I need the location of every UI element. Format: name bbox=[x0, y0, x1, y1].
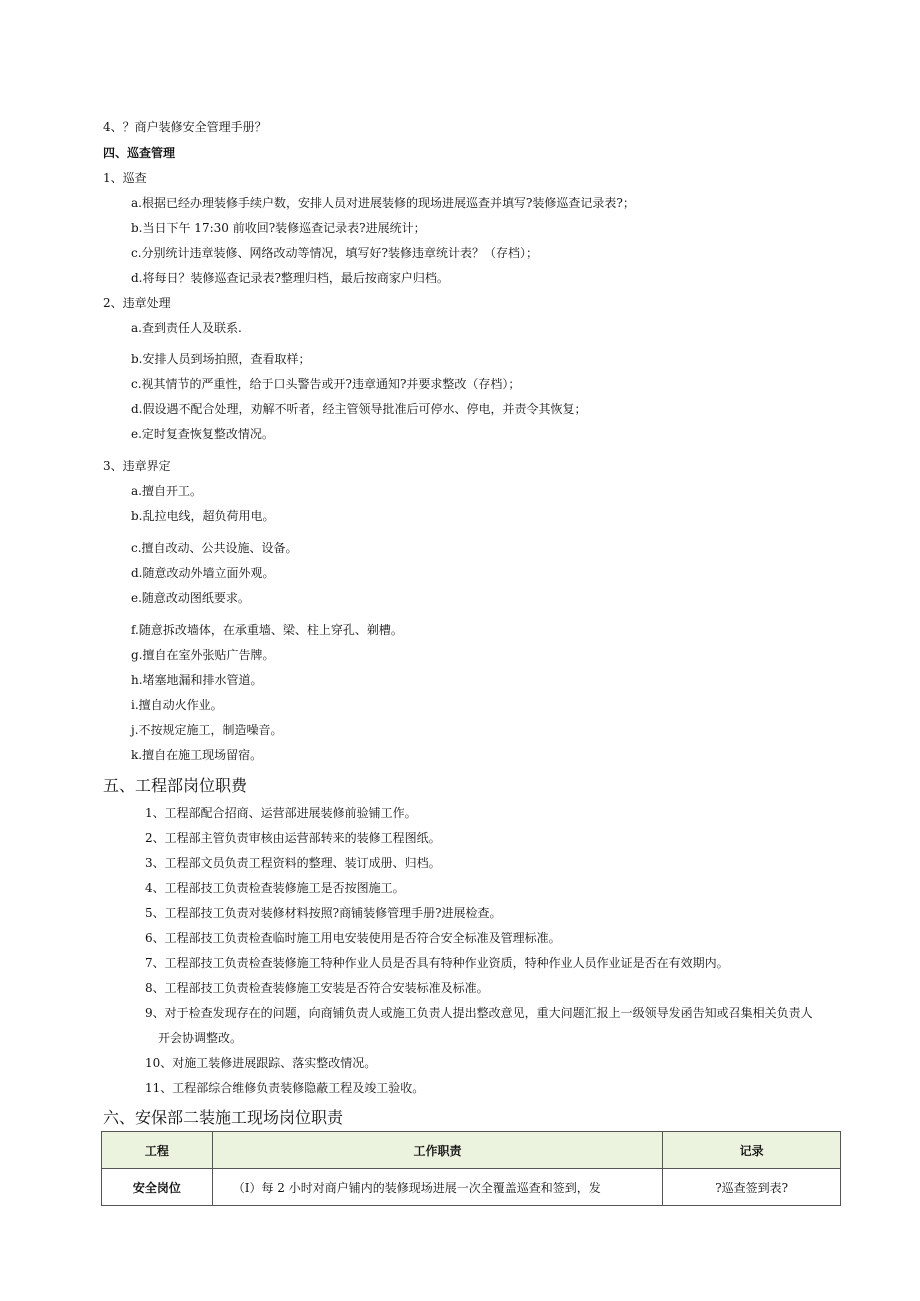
violation-definition-item: g.擅自在室外张贴广告牌。 bbox=[131, 648, 275, 662]
violation-definition-item: c.擅自改动、公共设施、设备。 bbox=[131, 541, 298, 555]
patrol-item: a.根据已经办理装修手续户数，安排人员对进展装修的现场进展巡查并填写?装修巡查记录表?； bbox=[131, 196, 635, 210]
engineering-duty-item: 8、工程部技工负责检查装修施工安装是否符合安装标准及标准。 bbox=[145, 981, 489, 995]
table-cell-position: 安全岗位 bbox=[102, 1169, 213, 1206]
patrol-item: c.分别统计违章装修、网络改动等情况，填写好?装修违章统计表？（存档）； bbox=[131, 246, 538, 260]
table-row bbox=[102, 1169, 841, 1206]
engineering-duty-item: 1、工程部配合招商、运营部进展装修前验铺工作。 bbox=[145, 806, 417, 820]
engineering-duty-item: 6、工程部技工负责检查临时施工用电安装使用是否符合安全标准及管理标准。 bbox=[145, 931, 561, 945]
patrol-item: b.当日下午 17:30 前收回?装修巡查记录表?进展统计； bbox=[131, 221, 426, 235]
section-5-title: 五、工程部岗位职费 bbox=[103, 776, 248, 795]
section-6-title: 六、安保部二装施工现场岗位职责 bbox=[103, 1108, 344, 1127]
manual-item: 4、？商户装修安全管理手册？ bbox=[103, 120, 267, 134]
violation-definition-item: e.随意改动图纸要求。 bbox=[131, 591, 250, 605]
table-header-cell: 工作职责 bbox=[212, 1132, 663, 1169]
sub-1-title: 1、巡查 bbox=[103, 171, 147, 185]
engineering-duty-item: 3、工程部文员负责工程资料的整理、装订成册、归档。 bbox=[145, 856, 441, 870]
violation-definition-item: d.随意改动外墙立面外观。 bbox=[131, 566, 275, 580]
table-cell-duty: （I）每 2 小时对商户铺内的装修现场进展一次全覆盖巡查和签到，发 bbox=[212, 1169, 663, 1206]
engineering-duty-item: 5、工程部技工负责对装修材料按照?商铺装修管理手册?进展检查。 bbox=[145, 906, 502, 920]
violation-handling-item: c.视其情节的严重性，给于口头警告或开?违章通知?并要求整改（存档）； bbox=[131, 377, 521, 391]
sub-3-title: 3、违章界定 bbox=[103, 459, 171, 473]
violation-handling-item: a.查到责任人及联系. bbox=[131, 321, 242, 335]
sub-2-title: 2、违章处理 bbox=[103, 296, 171, 310]
security-duty-table bbox=[101, 1131, 841, 1206]
table-header-row bbox=[102, 1132, 841, 1169]
violation-definition-item: i.擅自动火作业。 bbox=[131, 698, 223, 712]
table-header-cell: 记录 bbox=[663, 1132, 841, 1169]
engineering-duty-item: 4、工程部技工负责检查装修施工是否按图施工。 bbox=[145, 881, 405, 895]
table-cell-record: ?巡查签到表? bbox=[663, 1169, 841, 1206]
violation-definition-item: k.擅自在施工现场留宿。 bbox=[131, 748, 263, 762]
violation-definition-item: j.不按规定施工，制造噪音。 bbox=[131, 723, 283, 737]
engineering-duty-item: 10、对施工装修进展跟踪、落实整改情况。 bbox=[145, 1056, 377, 1070]
violation-handling-item: b.安排人员到场拍照，查看取样； bbox=[131, 352, 311, 366]
section-4-title: 四、巡查管理 bbox=[103, 146, 176, 160]
engineering-duty-item-continuation: 开会协调整改。 bbox=[158, 1031, 243, 1045]
table-header-cell: 工程 bbox=[102, 1132, 213, 1169]
violation-definition-item: f.随意拆改墙体，在承重墙、梁、柱上穿孔、剃槽。 bbox=[131, 623, 403, 637]
violation-definition-item: b.乱拉电线，超负荷用电。 bbox=[131, 509, 275, 523]
engineering-duty-item: 11、工程部综合维修负责装修隐蔽工程及竣工验收。 bbox=[145, 1081, 425, 1095]
violation-handling-item: e.定时复查恢复整改情况。 bbox=[131, 427, 274, 441]
violation-definition-item: a.擅自开工。 bbox=[131, 484, 202, 498]
patrol-item: d.将每日？装修巡查记录表?整理归档，最后按商家户归档。 bbox=[131, 271, 449, 285]
engineering-duty-item: 7、工程部技工负责检查装修施工特种作业人员是否具有特种作业资质，特种作业人员作业证是否在有效期内。 bbox=[145, 956, 729, 970]
violation-definition-item: h.堵塞地漏和排水管道。 bbox=[131, 673, 263, 687]
violation-handling-item: d.假设遇不配合处理，劝解不听者，经主管领导批准后可停水、停电，并责令其恢复； bbox=[131, 402, 587, 416]
engineering-duty-item: 9、对于检查发现存在的问题，向商铺负责人或施工负责人提出整改意见，重大问题汇报上一级领导发函告知或召集相关负责人 bbox=[145, 1006, 813, 1020]
engineering-duty-item: 2、工程部主管负责审核由运营部转来的装修工程图纸。 bbox=[145, 831, 441, 845]
